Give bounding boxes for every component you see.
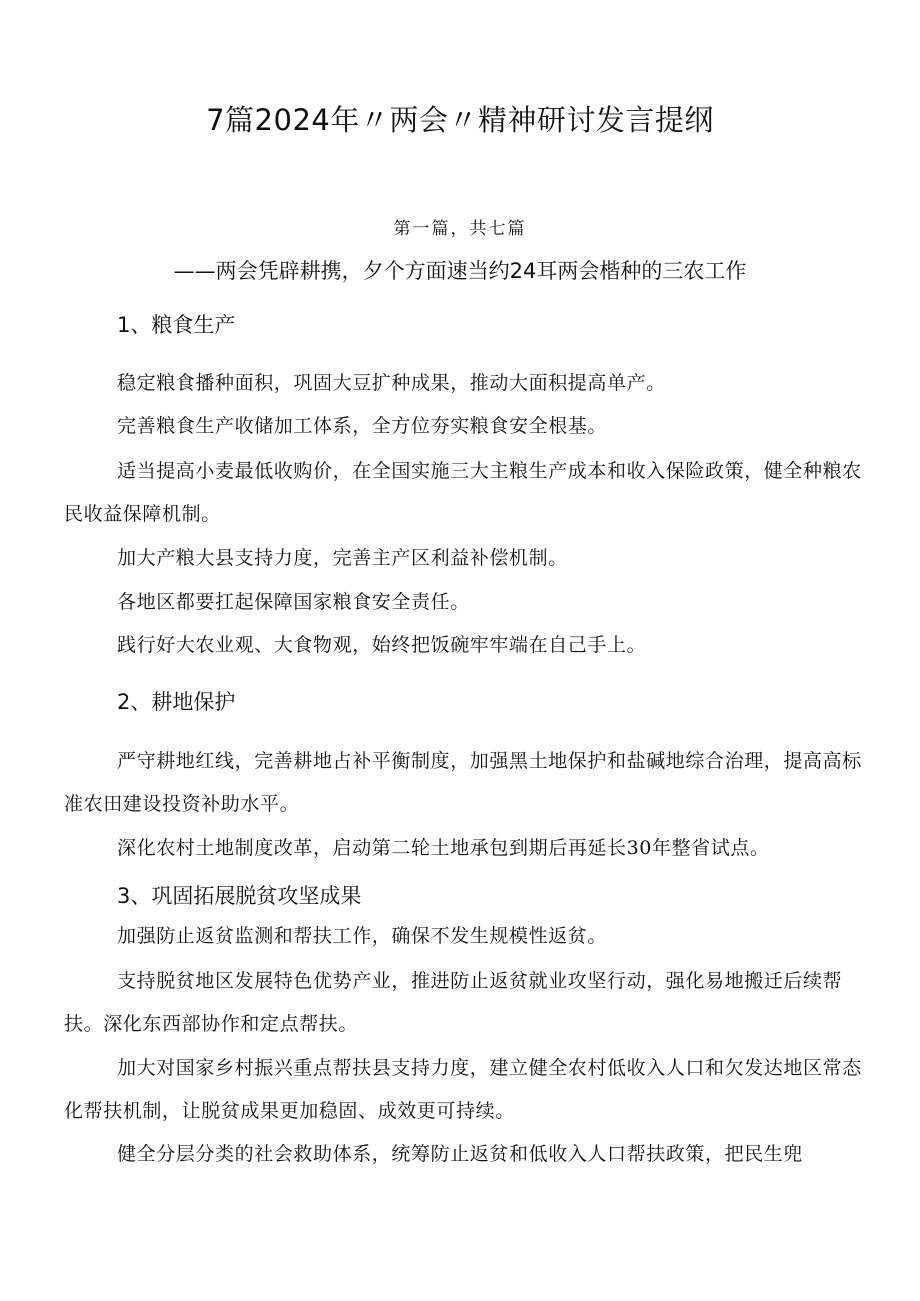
- document-subtitle: ——两会凭辟耕携，夕个方面速当约24耳两会楷种的三农工作: [173, 259, 747, 283]
- section-heading-poverty-alleviation: 3、巩固拓展脱贫攻坚成果: [117, 884, 362, 908]
- section-heading-grain-production: 1、粮食生产: [117, 313, 236, 337]
- paragraph: 稳定粮食播种面积，巩固大豆扩种成果，推动大面积提高单产。: [117, 372, 666, 394]
- section-label: 第一篇，共七篇: [393, 219, 527, 239]
- paragraph: 践行好大农业观、大食物观，始终把饭碗牢牢端在自己手上。: [117, 634, 647, 656]
- document-title: 7篇2024年〃两会〃精神研讨发言提纲: [206, 103, 714, 137]
- paragraph: 加大对国家乡村振兴重点帮扶县支持力度，建立健全农村低收入人口和欠发达地区常态化帮扶机制，让脱贫成果更加稳固、成效更可持续。: [64, 1057, 862, 1122]
- section-heading-farmland-protection: 2、耕地保护: [117, 690, 236, 714]
- paragraph: 适当提高小麦最低收购价，在全国实施三大主粮生产成本和收入保险政策，健全种粮农民收益保障机制。: [64, 460, 862, 525]
- paragraph: 加大产粮大县支持力度，完善主产区利益补偿机制。: [117, 547, 568, 569]
- paragraph: 完善粮食生产收储加工体系，全方位夯实粮食安全根基。: [117, 415, 608, 437]
- paragraph: 各地区都要扛起保障国家粮食安全责任。: [117, 591, 470, 613]
- paragraph: 严守耕地红线，完善耕地占补平衡制度，加强黑土地保护和盐碱地综合治理，提高高标准农田建设投资补助水平。: [64, 750, 862, 815]
- paragraph: 支持脱贫地区发展特色优势产业，推进防止返贫就业攻坚行动，强化易地搬迁后续帮扶。深化东西部协作和定点帮扶。: [64, 970, 843, 1035]
- paragraph: 加强防止返贫监测和帮扶工作，确保不发生规模性返贫。: [117, 925, 608, 947]
- paragraph: 深化农村土地制度改革，启动第二轮土地承包到期后再延长30年整省试点。: [117, 837, 770, 859]
- paragraph: 健全分层分类的社会救助体系，统筹防止返贫和低收入人口帮扶政策，把民生兜: [117, 1143, 804, 1165]
